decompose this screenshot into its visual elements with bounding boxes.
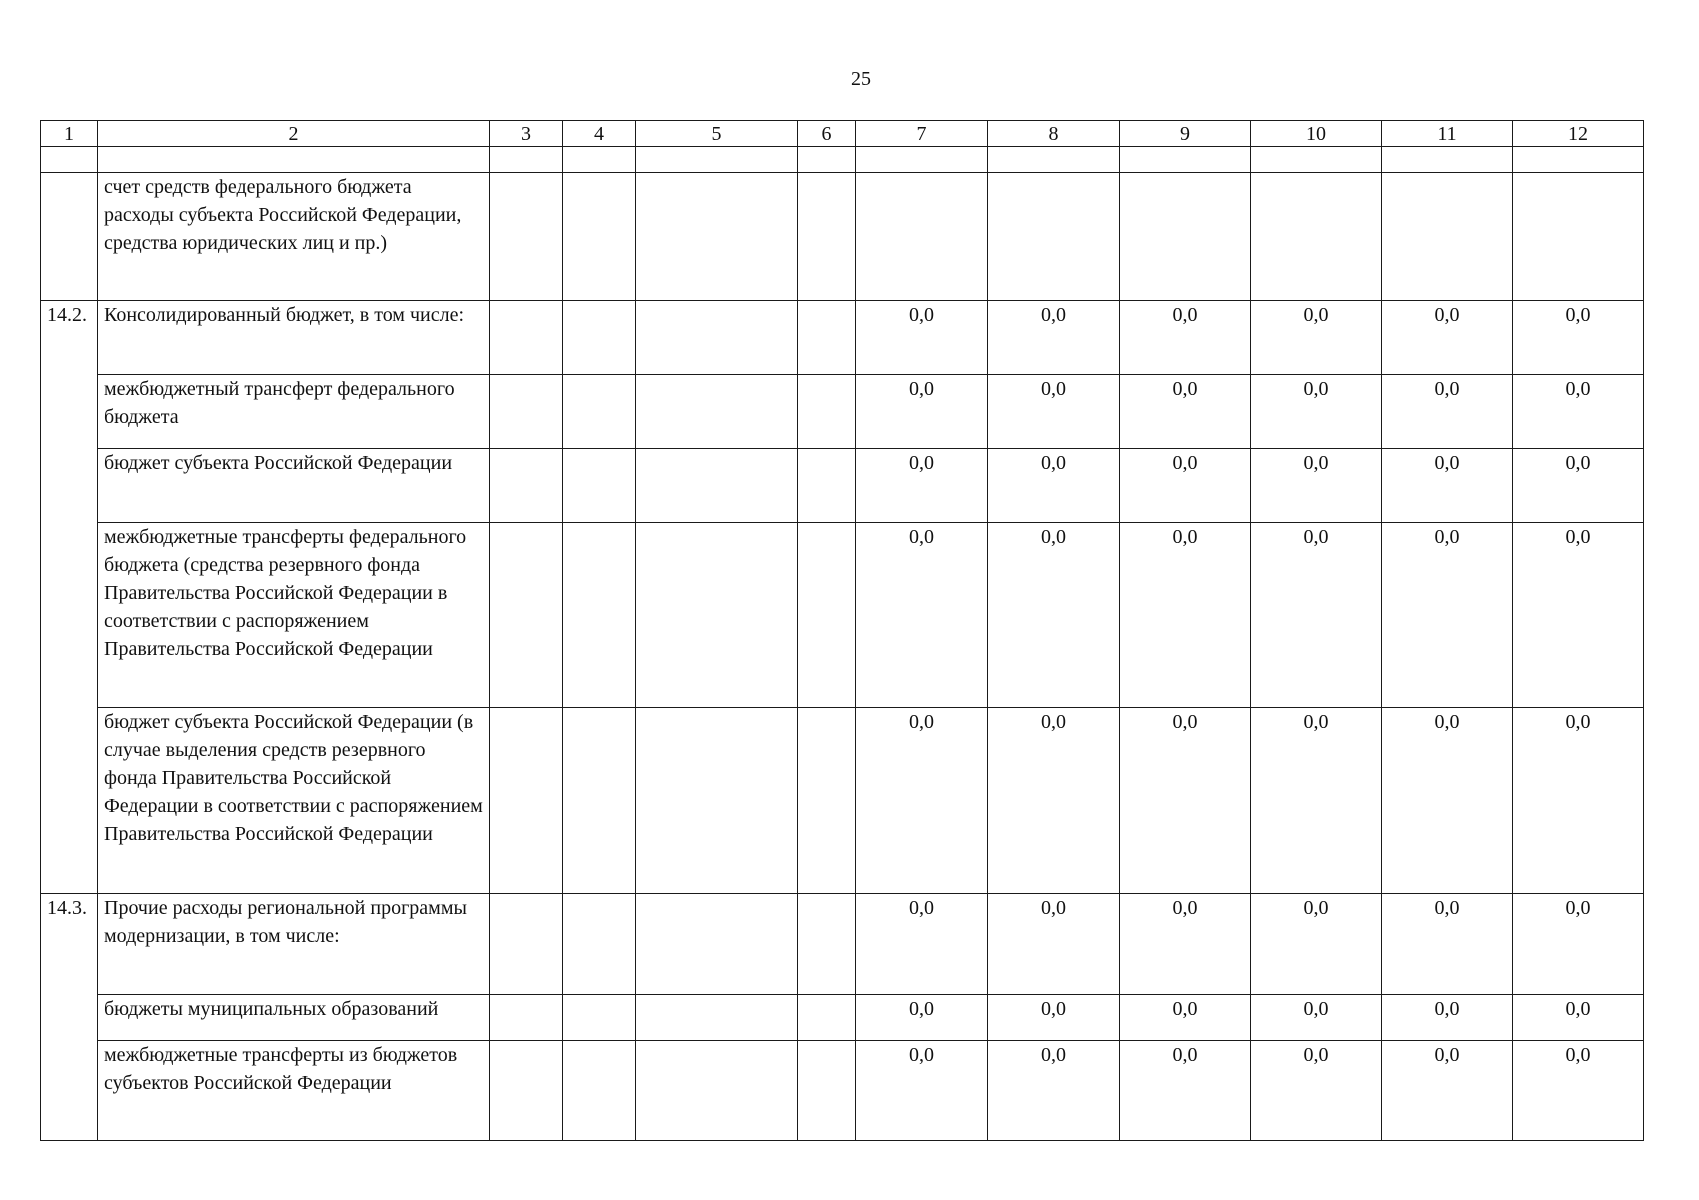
column-header: 9 — [1120, 121, 1251, 147]
table-cell — [563, 173, 636, 301]
column-header: 7 — [856, 121, 988, 147]
table-cell: 0,0 — [1382, 708, 1513, 894]
table-cell: 0,0 — [988, 375, 1120, 449]
blank-cell — [1382, 147, 1513, 173]
table-cell: 0,0 — [856, 894, 988, 995]
table-cell — [636, 449, 798, 523]
blank-cell — [798, 147, 856, 173]
table-cell — [563, 449, 636, 523]
column-header: 8 — [988, 121, 1120, 147]
table-cell: 0,0 — [1513, 894, 1644, 995]
blank-cell — [1251, 147, 1382, 173]
table-cell — [636, 995, 798, 1041]
table-cell — [636, 523, 798, 708]
column-header: 12 — [1513, 121, 1644, 147]
table-cell — [563, 301, 636, 375]
row-number: 14.2. — [41, 301, 98, 375]
table-row — [41, 301, 1644, 375]
table-cell — [798, 301, 856, 375]
table-cell: 0,0 — [1120, 995, 1251, 1041]
table-cell — [798, 375, 856, 449]
table-row — [41, 708, 1644, 894]
table-cell: 0,0 — [1120, 894, 1251, 995]
row-number — [41, 523, 98, 708]
table-cell — [636, 1041, 798, 1141]
column-header: 1 — [41, 121, 98, 147]
table-cell — [798, 708, 856, 894]
table-cell: 0,0 — [856, 523, 988, 708]
table-cell — [563, 894, 636, 995]
table-row — [41, 995, 1644, 1041]
table-cell: 0,0 — [1382, 894, 1513, 995]
table-cell: 0,0 — [856, 449, 988, 523]
table-cell — [798, 1041, 856, 1141]
table-cell: 0,0 — [856, 375, 988, 449]
blank-cell — [41, 147, 98, 173]
row-number — [41, 449, 98, 523]
row-name: бюджет субъекта Российской Федерации — [98, 449, 490, 523]
table-cell: 0,0 — [1382, 375, 1513, 449]
table-cell: 0,0 — [1120, 523, 1251, 708]
table-cell: 0,0 — [1251, 449, 1382, 523]
row-number — [41, 375, 98, 449]
table-cell: 0,0 — [1120, 708, 1251, 894]
blank-cell — [1120, 147, 1251, 173]
table-row — [41, 523, 1644, 708]
table-cell — [798, 523, 856, 708]
table-cell — [563, 375, 636, 449]
table-cell: 0,0 — [856, 708, 988, 894]
table-cell — [798, 995, 856, 1041]
table-cell — [1120, 173, 1251, 301]
column-header: 11 — [1382, 121, 1513, 147]
table-cell — [1513, 173, 1644, 301]
blank-cell — [490, 147, 563, 173]
table-row — [41, 449, 1644, 523]
table-row — [41, 173, 1644, 301]
table-cell: 0,0 — [1382, 449, 1513, 523]
table-cell — [636, 708, 798, 894]
page-number: 25 — [851, 68, 871, 90]
table-cell: 0,0 — [1513, 523, 1644, 708]
row-name: межбюджетные трансферты федерального бюджета (средства резервного фонда Правительства Российской Федерации в соответствии с распоряжением Правительства Российской Федерации — [98, 523, 490, 708]
table-cell — [856, 173, 988, 301]
table-cell: 0,0 — [988, 523, 1120, 708]
blank-cell — [636, 147, 798, 173]
column-header: 6 — [798, 121, 856, 147]
table-cell — [988, 173, 1120, 301]
table-cell — [636, 173, 798, 301]
table-row — [41, 894, 1644, 995]
row-number — [41, 708, 98, 894]
table-cell: 0,0 — [1251, 995, 1382, 1041]
blank-cell — [856, 147, 988, 173]
table-cell: 0,0 — [1251, 523, 1382, 708]
table-cell — [490, 301, 563, 375]
table-cell — [636, 894, 798, 995]
table-cell: 0,0 — [1513, 708, 1644, 894]
table-cell — [490, 375, 563, 449]
table-cell: 0,0 — [1513, 995, 1644, 1041]
table-cell: 0,0 — [1382, 1041, 1513, 1141]
table-cell: 0,0 — [1382, 995, 1513, 1041]
budget-table — [40, 120, 1644, 1141]
table-cell — [1382, 173, 1513, 301]
blank-cell — [988, 147, 1120, 173]
blank-row — [41, 147, 1644, 173]
row-name: межбюджетные трансферты из бюджетов субъектов Российской Федерации — [98, 1041, 490, 1141]
table-row — [41, 1041, 1644, 1141]
table-cell: 0,0 — [1120, 375, 1251, 449]
column-header: 5 — [636, 121, 798, 147]
table-cell: 0,0 — [1513, 375, 1644, 449]
row-name: Прочие расходы региональной программы модернизации, в том числе: — [98, 894, 490, 995]
table-cell: 0,0 — [1120, 1041, 1251, 1141]
table-cell — [563, 708, 636, 894]
column-header: 3 — [490, 121, 563, 147]
table-cell: 0,0 — [1251, 708, 1382, 894]
table-cell: 0,0 — [1382, 523, 1513, 708]
table-cell — [490, 1041, 563, 1141]
table-cell: 0,0 — [988, 1041, 1120, 1141]
table-cell: 0,0 — [1513, 301, 1644, 375]
table-cell: 0,0 — [1251, 375, 1382, 449]
table-cell: 0,0 — [1513, 1041, 1644, 1141]
column-header: 2 — [98, 121, 490, 147]
table-cell: 0,0 — [1251, 894, 1382, 995]
table-cell — [798, 894, 856, 995]
row-name: Консолидированный бюджет, в том числе: — [98, 301, 490, 375]
table-cell — [1251, 173, 1382, 301]
table-cell — [636, 301, 798, 375]
row-name: межбюджетный трансферт федерального бюджета — [98, 375, 490, 449]
table-cell: 0,0 — [856, 1041, 988, 1141]
table-cell — [798, 173, 856, 301]
table-cell: 0,0 — [1251, 1041, 1382, 1141]
table-cell — [490, 894, 563, 995]
table-cell — [563, 523, 636, 708]
table-cell: 0,0 — [1120, 449, 1251, 523]
table-cell: 0,0 — [856, 995, 988, 1041]
row-name: счет средств федерального бюджета расходы субъекта Российской Федерации, средства юридических лиц и пр.) — [98, 173, 490, 301]
table-cell: 0,0 — [1251, 301, 1382, 375]
table-cell — [563, 995, 636, 1041]
blank-cell — [1513, 147, 1644, 173]
row-name: бюджеты муниципальных образований — [98, 995, 490, 1041]
table-row — [41, 375, 1644, 449]
table-cell — [490, 995, 563, 1041]
table-cell: 0,0 — [1382, 301, 1513, 375]
blank-cell — [98, 147, 490, 173]
table-cell: 0,0 — [988, 449, 1120, 523]
row-number — [41, 995, 98, 1041]
row-name: бюджет субъекта Российской Федерации (в случае выделения средств резервного фонда Правительства Российской Федерации в соответствии с распоряжением Правительства Российской Федерации — [98, 708, 490, 894]
table-cell — [490, 449, 563, 523]
table-cell — [798, 449, 856, 523]
table-cell: 0,0 — [856, 301, 988, 375]
table-cell — [490, 173, 563, 301]
table-cell: 0,0 — [988, 894, 1120, 995]
table-cell: 0,0 — [988, 995, 1120, 1041]
row-number: 14.3. — [41, 894, 98, 995]
column-header-row — [41, 121, 1644, 147]
column-header: 10 — [1251, 121, 1382, 147]
row-number — [41, 1041, 98, 1141]
table-cell — [490, 523, 563, 708]
table-cell: 0,0 — [988, 301, 1120, 375]
table-cell — [563, 1041, 636, 1141]
table-cell: 0,0 — [1513, 449, 1644, 523]
blank-cell — [563, 147, 636, 173]
table-cell — [490, 708, 563, 894]
row-number — [41, 173, 98, 301]
table-cell: 0,0 — [988, 708, 1120, 894]
table-cell: 0,0 — [1120, 301, 1251, 375]
column-header: 4 — [563, 121, 636, 147]
table-cell — [636, 375, 798, 449]
